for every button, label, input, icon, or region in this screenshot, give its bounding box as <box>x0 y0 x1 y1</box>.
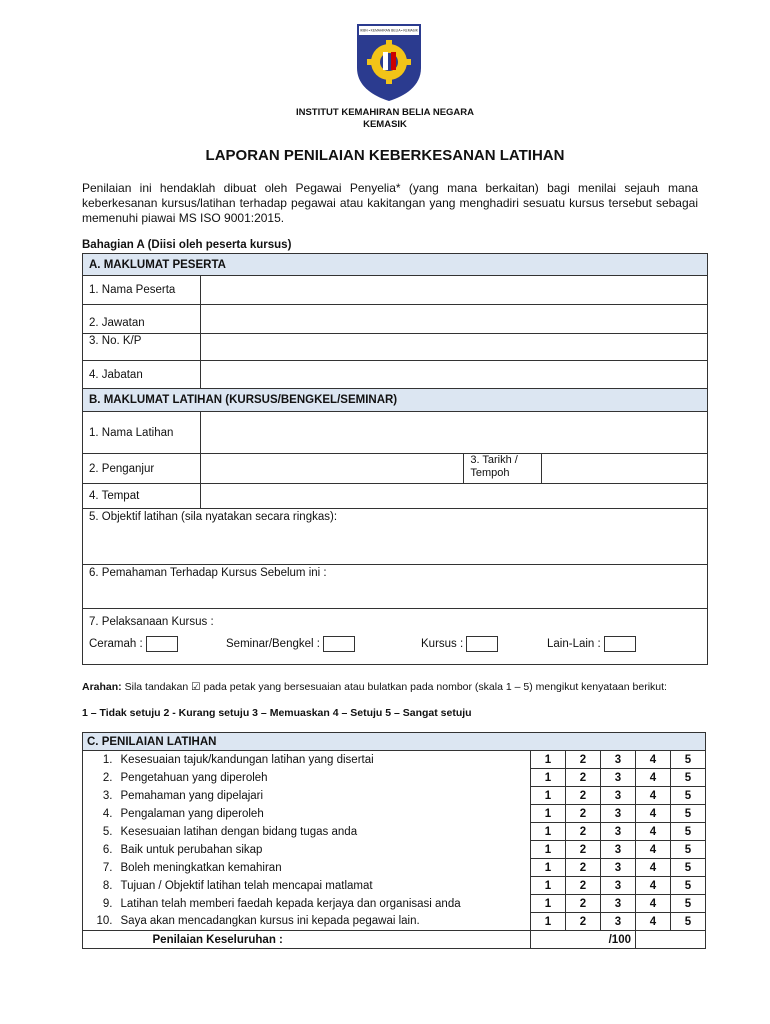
logo-lettering: IKBN • KEMAHIRAN BELIA • KEMASIK <box>359 28 419 33</box>
rating-option-2[interactable]: 2 <box>566 769 601 787</box>
rating-option-4[interactable]: 4 <box>636 895 671 913</box>
rating-option-2[interactable]: 2 <box>566 751 601 769</box>
rating-option-1[interactable]: 1 <box>531 769 566 787</box>
rating-option-4[interactable]: 4 <box>636 913 671 931</box>
field-no-kp[interactable] <box>200 334 707 361</box>
total-input[interactable] <box>636 931 706 949</box>
rating-item-number: 2. <box>83 769 117 787</box>
rating-option-5[interactable]: 5 <box>671 895 706 913</box>
rating-item-number: 10. <box>83 913 117 931</box>
rating-option-5[interactable]: 5 <box>671 769 706 787</box>
rating-option-5[interactable]: 5 <box>671 841 706 859</box>
participant-form <box>82 253 708 665</box>
field-label-nama-peserta: 1. Nama Peserta <box>83 276 201 305</box>
rating-row <box>83 769 706 787</box>
rating-option-2[interactable]: 2 <box>566 877 601 895</box>
field-jawatan[interactable] <box>200 305 707 334</box>
rating-item-number: 7. <box>83 859 117 877</box>
field-label-objektif: 5. Objektif latihan (sila nyatakan secara ringkas): <box>89 511 338 523</box>
rating-option-5[interactable]: 5 <box>671 787 706 805</box>
rating-option-3[interactable]: 3 <box>601 895 636 913</box>
rating-option-4[interactable]: 4 <box>636 805 671 823</box>
rating-option-5[interactable]: 5 <box>671 805 706 823</box>
checkbox-ceramah[interactable] <box>146 636 178 652</box>
rating-item-text: Pengetahuan yang diperoleh <box>117 769 531 787</box>
rating-item-text: Kesesuaian tajuk/kandungan latihan yang disertai <box>117 751 531 769</box>
instructions-text: Sila tandakan ☑ pada petak yang bersesuaian atau bulatkan pada nombor (skala 1 – 5) mengikut kenyataan berikut: <box>121 681 667 693</box>
rating-item-text: Pengalaman yang diperoleh <box>117 805 531 823</box>
rating-option-2[interactable]: 2 <box>566 895 601 913</box>
pelaksanaan-block <box>83 609 708 665</box>
rating-option-1[interactable]: 1 <box>531 913 566 931</box>
rating-item-number: 3. <box>83 787 117 805</box>
rating-option-1[interactable]: 1 <box>531 859 566 877</box>
rating-item-number: 9. <box>83 895 117 913</box>
rating-option-3[interactable]: 3 <box>601 787 636 805</box>
rating-option-4[interactable]: 4 <box>636 787 671 805</box>
field-nama-latihan[interactable] <box>200 412 707 454</box>
rating-item-text: Pemahaman yang dipelajari <box>117 787 531 805</box>
field-jabatan[interactable] <box>200 361 707 389</box>
rating-item-text: Saya akan mencadangkan kursus ini kepada pegawai lain. <box>117 913 531 931</box>
rating-option-2[interactable]: 2 <box>566 859 601 877</box>
section-a-header: A. MAKLUMAT PESERTA <box>83 254 708 276</box>
option-seminar: Seminar/Bengkel : <box>226 636 355 652</box>
checkbox-lain-lain[interactable] <box>604 636 636 652</box>
total-value: /100 <box>531 931 636 949</box>
field-label-jabatan: 4. Jabatan <box>83 361 201 389</box>
field-label-pemahaman: 6. Pemahaman Terhadap Kursus Sebelum ini : <box>89 567 327 579</box>
checkbox-kursus[interactable] <box>466 636 498 652</box>
total-label: Penilaian Keseluruhan : <box>117 931 531 949</box>
checkbox-seminar[interactable] <box>323 636 355 652</box>
institute-logo <box>355 22 423 102</box>
rating-row <box>83 895 706 913</box>
field-tarikh[interactable] <box>542 454 708 484</box>
rating-option-3[interactable]: 3 <box>601 877 636 895</box>
rating-option-3[interactable]: 3 <box>601 805 636 823</box>
section-b-header: B. MAKLUMAT LATIHAN (KURSUS/BENGKEL/SEMINAR) <box>83 389 708 412</box>
rating-option-3[interactable]: 3 <box>601 913 636 931</box>
rating-option-1[interactable]: 1 <box>531 805 566 823</box>
field-pemahaman[interactable] <box>83 565 708 609</box>
rating-item-text: Tujuan / Objektif latihan telah mencapai matlamat <box>117 877 531 895</box>
field-nama-peserta[interactable] <box>200 276 707 305</box>
rating-option-5[interactable]: 5 <box>671 859 706 877</box>
rating-row <box>83 823 706 841</box>
rating-table <box>82 732 706 949</box>
rating-option-2[interactable]: 2 <box>566 787 601 805</box>
rating-option-3[interactable]: 3 <box>601 823 636 841</box>
rating-option-5[interactable]: 5 <box>671 823 706 841</box>
field-label-tarikh: 3. Tarikh / Tempoh <box>464 454 542 484</box>
institute-location: KEMASIK <box>363 119 407 130</box>
rating-option-5[interactable]: 5 <box>671 913 706 931</box>
option-lain-lain: Lain-Lain : <box>547 636 636 652</box>
rating-option-4[interactable]: 4 <box>636 859 671 877</box>
rating-item-number: 8. <box>83 877 117 895</box>
intro-paragraph: Penilaian ini hendaklah dibuat oleh Pegawai Penyelia* (yang mana berkaitan) bagi menilai sejauh mana keberkesanan kursus/latihan terhadap pegawai atau kakitangan yang menghadiri sesuatu kursus tersebut sebagai memenuhi piawai MS ISO 9001:2015. <box>82 181 698 225</box>
instructions-label: Arahan: <box>82 681 122 693</box>
field-label-jawatan: 2. Jawatan <box>83 305 201 334</box>
field-label-no-kp: 3. No. K/P <box>83 334 201 361</box>
rating-item-text: Baik untuk perubahan sikap <box>117 841 531 859</box>
rating-row <box>83 913 706 931</box>
rating-option-2[interactable]: 2 <box>566 823 601 841</box>
rating-item-text: Latihan telah memberi faedah kepada kerjaya dan organisasi anda <box>117 895 531 913</box>
rating-option-1[interactable]: 1 <box>531 823 566 841</box>
rating-option-3[interactable]: 3 <box>601 859 636 877</box>
rating-option-5[interactable]: 5 <box>671 877 706 895</box>
rating-option-4[interactable]: 4 <box>636 877 671 895</box>
rating-option-1[interactable]: 1 <box>531 787 566 805</box>
rating-option-4[interactable]: 4 <box>636 841 671 859</box>
rating-option-3[interactable]: 3 <box>601 751 636 769</box>
rating-option-5[interactable]: 5 <box>671 751 706 769</box>
rating-row <box>83 805 706 823</box>
rating-row <box>83 787 706 805</box>
rating-row <box>83 751 706 769</box>
field-label-penganjur: 2. Penganjur <box>83 454 201 484</box>
section-c-header: C. PENILAIAN LATIHAN <box>83 733 706 751</box>
rating-row <box>83 877 706 895</box>
rating-option-4[interactable]: 4 <box>636 751 671 769</box>
field-penganjur[interactable] <box>200 454 463 484</box>
rating-option-1[interactable]: 1 <box>531 877 566 895</box>
rating-item-number: 6. <box>83 841 117 859</box>
rating-item-number: 4. <box>83 805 117 823</box>
option-ceramah: Ceramah : <box>89 636 178 652</box>
rating-item-text: Kesesuaian latihan dengan bidang tugas anda <box>117 823 531 841</box>
rating-option-4[interactable]: 4 <box>636 769 671 787</box>
rating-option-3[interactable]: 3 <box>601 769 636 787</box>
instructions <box>82 681 702 694</box>
rating-option-1[interactable]: 1 <box>531 841 566 859</box>
field-label-tempat: 4. Tempat <box>83 484 201 509</box>
rating-option-4[interactable]: 4 <box>636 823 671 841</box>
field-label-nama-latihan: 1. Nama Latihan <box>83 412 201 454</box>
rating-option-3[interactable]: 3 <box>601 841 636 859</box>
rating-option-2[interactable]: 2 <box>566 841 601 859</box>
page-title: LAPORAN PENILAIAN KEBERKESANAN LATIHAN <box>205 147 565 164</box>
rating-item-number: 1. <box>83 751 117 769</box>
rating-item-text: Boleh meningkatkan kemahiran <box>117 859 531 877</box>
rating-row <box>83 841 706 859</box>
option-kursus: Kursus : <box>421 636 498 652</box>
rating-item-number: 5. <box>83 823 117 841</box>
rating-row <box>83 859 706 877</box>
section-a-label: Bahagian A (Diisi oleh peserta kursus) <box>82 239 292 251</box>
rating-option-1[interactable]: 1 <box>531 895 566 913</box>
rating-option-2[interactable]: 2 <box>566 805 601 823</box>
rating-scale-legend: 1 – Tidak setuju 2 - Kurang setuju 3 – Memuaskan 4 – Setuju 5 – Sangat setuju <box>82 707 472 719</box>
institute-name: INSTITUT KEMAHIRAN BELIA NEGARA <box>295 107 475 118</box>
rating-option-2[interactable]: 2 <box>566 913 601 931</box>
field-tempat[interactable] <box>200 484 707 509</box>
field-objektif[interactable] <box>83 509 708 565</box>
field-label-pelaksanaan: 7. Pelaksanaan Kursus : <box>89 616 214 628</box>
rating-option-1[interactable]: 1 <box>531 751 566 769</box>
